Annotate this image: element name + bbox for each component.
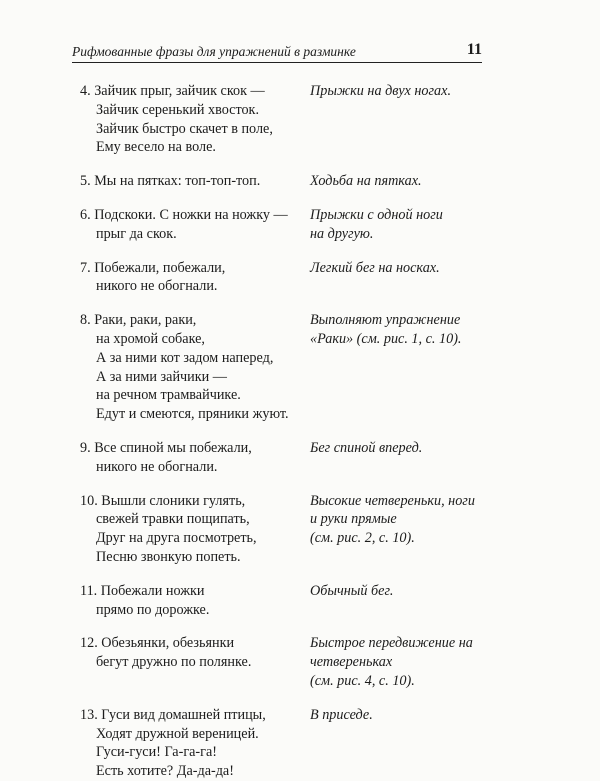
instruction-line: и руки прямые <box>310 511 397 528</box>
verse <box>80 582 300 620</box>
page-number: 11 <box>466 41 482 58</box>
verse-line: Есть хотите? Да-да-да! <box>96 763 234 780</box>
verse <box>80 82 300 157</box>
verse-line: никого не обогнали. <box>96 458 218 475</box>
exercise-item-4 <box>80 82 490 157</box>
exercise-item-9 <box>80 439 490 477</box>
verse-line: Едут и смеются, пряники жуют. <box>96 406 289 423</box>
instruction-line: Обычный бег. <box>310 582 394 599</box>
verse-line: никого не обогнали. <box>96 278 218 295</box>
verse-line: Песню звонкую попеть. <box>96 548 241 565</box>
verse-line: 4. Зайчик прыг, зайчик скок — <box>80 83 265 99</box>
instruction-line: (см. рис. 2, с. 10). <box>310 530 415 547</box>
chapter-title: Рифмованные фразы для упражнений в разминке <box>72 44 356 59</box>
instruction <box>310 259 490 297</box>
instruction <box>310 582 490 620</box>
verse <box>80 634 300 690</box>
exercise-item-7 <box>80 259 490 297</box>
instruction <box>310 82 490 157</box>
exercise-item-8 <box>80 311 490 424</box>
verse-line: Друг на друга посмотреть, <box>96 530 257 547</box>
verse-line: Зайчик серенький хвосток. <box>96 101 259 118</box>
verse <box>80 206 300 244</box>
instruction-line: Прыжки на двух ногах. <box>310 83 451 99</box>
instruction-line: четвереньках <box>310 654 393 671</box>
instruction <box>310 311 490 424</box>
exercise-list <box>80 82 490 781</box>
exercise-item-13 <box>80 706 490 781</box>
verse <box>80 172 300 191</box>
instruction-line: Высокие четвереньки, ноги <box>310 492 475 509</box>
instruction <box>310 634 490 690</box>
verse-line: 11. Побежали ножки <box>80 582 205 599</box>
verse <box>80 492 300 567</box>
instruction-line: В приседе. <box>310 706 373 723</box>
verse-line: Ему весело на воле. <box>96 139 216 156</box>
verse-line: Гуси-гуси! Га-га-га! <box>96 744 217 761</box>
verse-line: Ходят дружной вереницей. <box>96 725 259 742</box>
verse <box>80 706 300 781</box>
verse <box>80 439 300 477</box>
instruction <box>310 492 490 567</box>
verse-line: на речном трамвайчике. <box>96 387 241 404</box>
verse <box>80 311 300 424</box>
verse-line: 5. Мы на пятках: топ-топ-топ. <box>80 173 261 190</box>
verse-line: А за ними кот задом наперед, <box>96 349 274 366</box>
instruction-line: (см. рис. 4, с. 10). <box>310 672 415 689</box>
instruction <box>310 172 490 191</box>
verse-line: на хромой собаке, <box>96 330 205 347</box>
exercise-item-12 <box>80 634 490 690</box>
instruction <box>310 706 490 781</box>
instruction-line: Бег спиной вперед. <box>310 439 423 456</box>
verse-line: 12. Обезьянки, обезьянки <box>80 635 235 652</box>
instruction-line: Легкий бег на носках. <box>310 259 440 276</box>
verse <box>80 259 300 297</box>
instruction-line: «Раки» (см. рис. 1, с. 10). <box>310 330 462 347</box>
exercise-item-6 <box>80 206 490 244</box>
verse-line: 6. Подскоки. С ножки на ножку — <box>80 206 288 223</box>
exercise-item-11 <box>80 582 490 620</box>
instruction-line: Быстрое передвижение на <box>310 635 473 652</box>
verse-line: бегут дружно по полянке. <box>96 654 252 671</box>
verse-line: свежей травки пощипать, <box>96 511 250 528</box>
verse-line: 9. Все спиной мы побежали, <box>80 439 252 456</box>
instruction <box>310 206 490 244</box>
verse-line: прямо по дорожке. <box>96 601 210 618</box>
instruction-line: Ходьба на пятках. <box>310 173 422 190</box>
verse-line: 10. Вышли слоники гулять, <box>80 492 246 509</box>
verse-line: прыг да скок. <box>96 225 177 242</box>
instruction-line: Выполняют упражнение <box>310 312 461 329</box>
instruction-line: Прыжки с одной ноги <box>310 206 443 223</box>
exercise-item-10 <box>80 492 490 567</box>
verse-line: А за ними зайчики — <box>96 368 227 385</box>
verse-line: Зайчик быстро скачет в поле, <box>96 120 273 137</box>
verse-line: 8. Раки, раки, раки, <box>80 312 197 329</box>
exercise-item-5 <box>80 172 490 191</box>
verse-line: 13. Гуси вид домашней птицы, <box>80 706 266 723</box>
running-header <box>72 40 482 63</box>
instruction <box>310 439 490 477</box>
verse-line: 7. Побежали, побежали, <box>80 259 226 276</box>
instruction-line: на другую. <box>310 225 374 242</box>
